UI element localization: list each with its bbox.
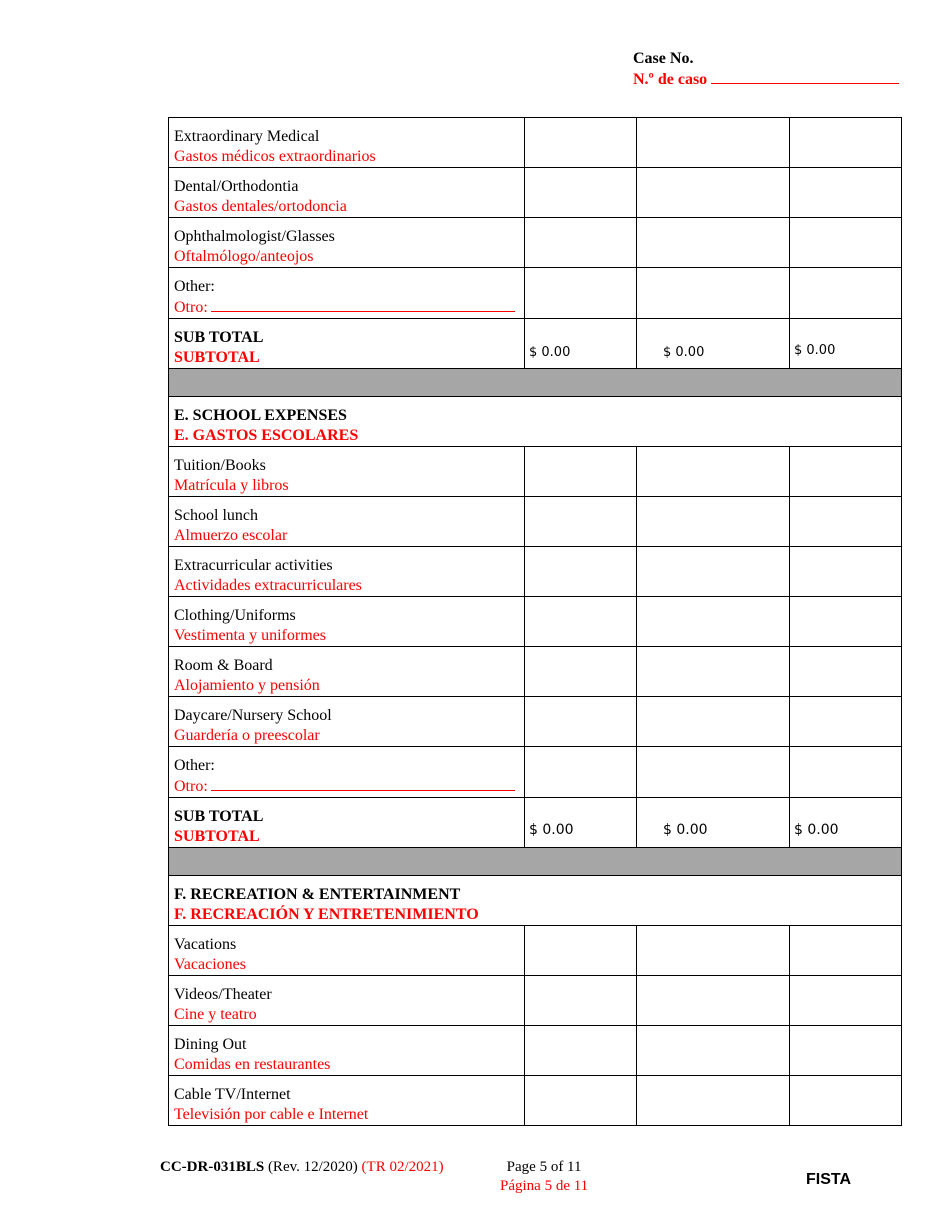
row-label: Other: Otro: [169,747,524,797]
subtotal-value: $ 0.00 [663,345,705,360]
subtotal-value: $ 0.00 [529,345,571,360]
case-number-field[interactable] [711,69,899,84]
amount-cell[interactable] [525,697,637,747]
table-row [169,168,902,218]
table-row [169,1076,902,1126]
amount-cell[interactable] [525,268,637,319]
amount-cell[interactable] [790,168,902,218]
amount-cell[interactable] [790,597,902,647]
amount-cell[interactable] [790,268,902,319]
table-row [169,976,902,1026]
amount-cell[interactable] [790,218,902,268]
amount-cell[interactable] [525,926,637,976]
amount-cell[interactable] [637,747,790,798]
row-label: Vacations Vacaciones [174,936,246,973]
row-label: Cable TV/Internet Televisión por cable e Internet [174,1086,369,1123]
amount-cell[interactable] [637,1026,790,1076]
amount-cell[interactable] [637,976,790,1026]
table-row [169,218,902,268]
row-label: Dental/Orthodontia Gastos dentales/ortodoncia [174,178,347,215]
amount-cell[interactable] [525,1076,637,1126]
section-divider [169,369,902,397]
amount-cell[interactable] [525,118,637,168]
row-label: Other: Otro: [169,268,524,318]
amount-cell[interactable] [790,497,902,547]
table-row [169,118,902,168]
amount-cell[interactable] [525,547,637,597]
amount-cell[interactable] [525,1026,637,1076]
amount-cell[interactable] [525,497,637,547]
amount-cell[interactable] [790,1026,902,1076]
subtotal-value: $ 0.00 [794,822,839,838]
row-label: Daycare/Nursery School Guardería o preescolar [174,707,332,744]
amount-cell[interactable] [637,597,790,647]
table-row [169,1026,902,1076]
amount-cell[interactable] [525,447,637,497]
amount-cell[interactable] [637,218,790,268]
amount-cell[interactable] [637,697,790,747]
case-label-es: N.º de caso [633,71,708,88]
amount-cell[interactable] [637,547,790,597]
amount-cell[interactable] [637,447,790,497]
amount-cell[interactable] [790,747,902,798]
amount-cell[interactable] [790,447,902,497]
amount-cell[interactable] [637,118,790,168]
table-row [169,747,902,798]
other-description-field[interactable] [211,297,515,312]
amount-cell[interactable] [525,747,637,798]
table-row [169,268,902,319]
table-row [169,597,902,647]
table-row [169,647,902,697]
amount-cell[interactable] [637,168,790,218]
table-row [169,547,902,597]
section-title: E. SCHOOL EXPENSES E. GASTOS ESCOLARES [174,407,359,444]
row-label: Ophthalmologist/Glasses Oftalmólogo/anteojos [174,228,335,265]
subtotal-value: $ 0.00 [794,343,836,358]
subtotal-value: $ 0.00 [663,822,708,838]
case-number-block [633,49,899,90]
table-row [169,697,902,747]
amount-cell[interactable] [637,1076,790,1126]
row-label: Room & Board Alojamiento y pensión [174,657,320,694]
row-label: Tuition/Books Matrícula y libros [174,457,289,494]
section-title: F. RECREATION & ENTERTAINMENT F. RECREACIÓN Y ENTRETENIMIENTO [174,886,479,923]
amount-cell[interactable] [637,268,790,319]
table-row [169,447,902,497]
amount-cell[interactable] [790,976,902,1026]
amount-cell[interactable] [525,647,637,697]
amount-cell[interactable] [790,1076,902,1126]
amount-cell[interactable] [790,926,902,976]
amount-cell[interactable] [790,647,902,697]
amount-cell[interactable] [790,118,902,168]
case-label: Case No. [633,50,694,67]
table-row [169,926,902,976]
table-row [169,497,902,547]
amount-cell[interactable] [525,976,637,1026]
page-number: Page 5 of 11 Página 5 de 11 [500,1159,589,1194]
subtotal-value: $ 0.00 [529,822,574,838]
amount-cell[interactable] [525,168,637,218]
other-description-field[interactable] [211,776,515,791]
row-label: Videos/Theater Cine y teatro [174,986,272,1023]
amount-cell[interactable] [637,926,790,976]
row-label: Extracurricular activities Actividades extracurriculares [174,557,362,594]
row-label: Dining Out Comidas en restaurantes [174,1036,331,1073]
row-label: SUB TOTAL SUBTOTAL [174,808,264,845]
amount-cell[interactable] [637,497,790,547]
amount-cell[interactable] [637,647,790,697]
expenses-table [168,117,902,1126]
row-label: Extraordinary Medical Gastos médicos extraordinarios [174,128,376,165]
amount-cell[interactable] [790,547,902,597]
fista-label: FISTA [806,1171,852,1188]
amount-cell[interactable] [525,218,637,268]
section-divider [169,848,902,876]
row-label: SUB TOTAL SUBTOTAL [174,329,264,366]
form-code: CC-DR-031BLS (Rev. 12/2020) (TR 02/2021) [160,1159,444,1175]
section-header [169,397,902,447]
amount-cell[interactable] [790,697,902,747]
subtotal-row [169,319,902,369]
row-label: School lunch Almuerzo escolar [174,507,288,544]
subtotal-row [169,798,902,848]
row-label: Clothing/Uniforms Vestimenta y uniformes [174,607,326,644]
section-header [169,876,902,926]
amount-cell[interactable] [525,597,637,647]
